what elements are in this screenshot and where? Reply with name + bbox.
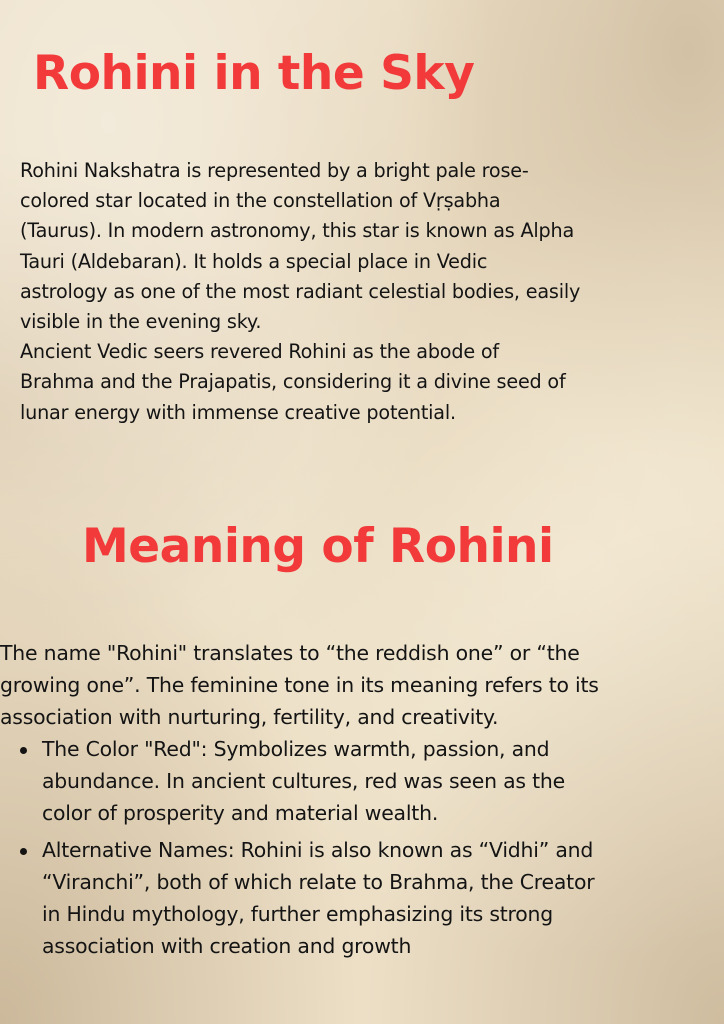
bullet-item-color-red — [42, 734, 718, 829]
text-line: Rohini Nakshatra is represented by a bright pale rose- — [20, 159, 529, 182]
meaning-intro-paragraph — [0, 638, 724, 733]
text-line: lunar energy with immense creative potential. — [20, 400, 456, 424]
bullet-item-alternative-names — [42, 835, 718, 962]
meaning-bullet-list — [42, 734, 718, 969]
bullet-dot-icon — [20, 747, 27, 754]
text-line: in Hindu mythology, further emphasizing its strong — [42, 901, 554, 926]
bullet-dot-icon — [20, 848, 27, 855]
text-line: growing one”. The feminine tone in its meaning refers to its — [0, 672, 599, 697]
text-line: (Taurus). In modern astronomy, this star is known as Alpha — [20, 219, 575, 243]
text-line: Tauri (Aldebaran). It holds a special place in Vedic — [20, 249, 488, 273]
text-line: The Color "Red": Symbolizes warmth, passion, and — [42, 737, 550, 761]
text-line: Ancient Vedic seers revered Rohini as the abode of — [20, 340, 499, 364]
text-line: The name "Rohini" translates to “the reddish one” or “the — [0, 641, 580, 665]
text-line: colored star located in the constellation of Vṛṣabha — [20, 189, 501, 213]
text-line: color of prosperity and material wealth. — [42, 800, 439, 825]
section-heading-meaning-of-rohini: Meaning of Rohini — [82, 519, 554, 574]
text-line: Brahma and the Prajapatis, considering it a divine seed of — [20, 370, 566, 394]
text-line: abundance. In ancient cultures, red was seen as the — [42, 768, 565, 793]
section-heading-rohini-in-the-sky: Rohini in the Sky — [33, 46, 475, 101]
text-line: visible in the evening sky. — [20, 310, 262, 334]
text-line: “Viranchi”, both of which relate to Brahma, the Creator — [42, 870, 595, 895]
sky-description-paragraph — [20, 156, 710, 428]
text-line: astrology as one of the most radiant celestial bodies, easily — [20, 279, 581, 303]
text-line: Alternative Names: Rohini is also known as “Vidhi” and — [42, 838, 594, 863]
text-line: association with nurturing, fertility, and creativity. — [0, 704, 499, 729]
text-line: association with creation and growth — [42, 933, 412, 958]
